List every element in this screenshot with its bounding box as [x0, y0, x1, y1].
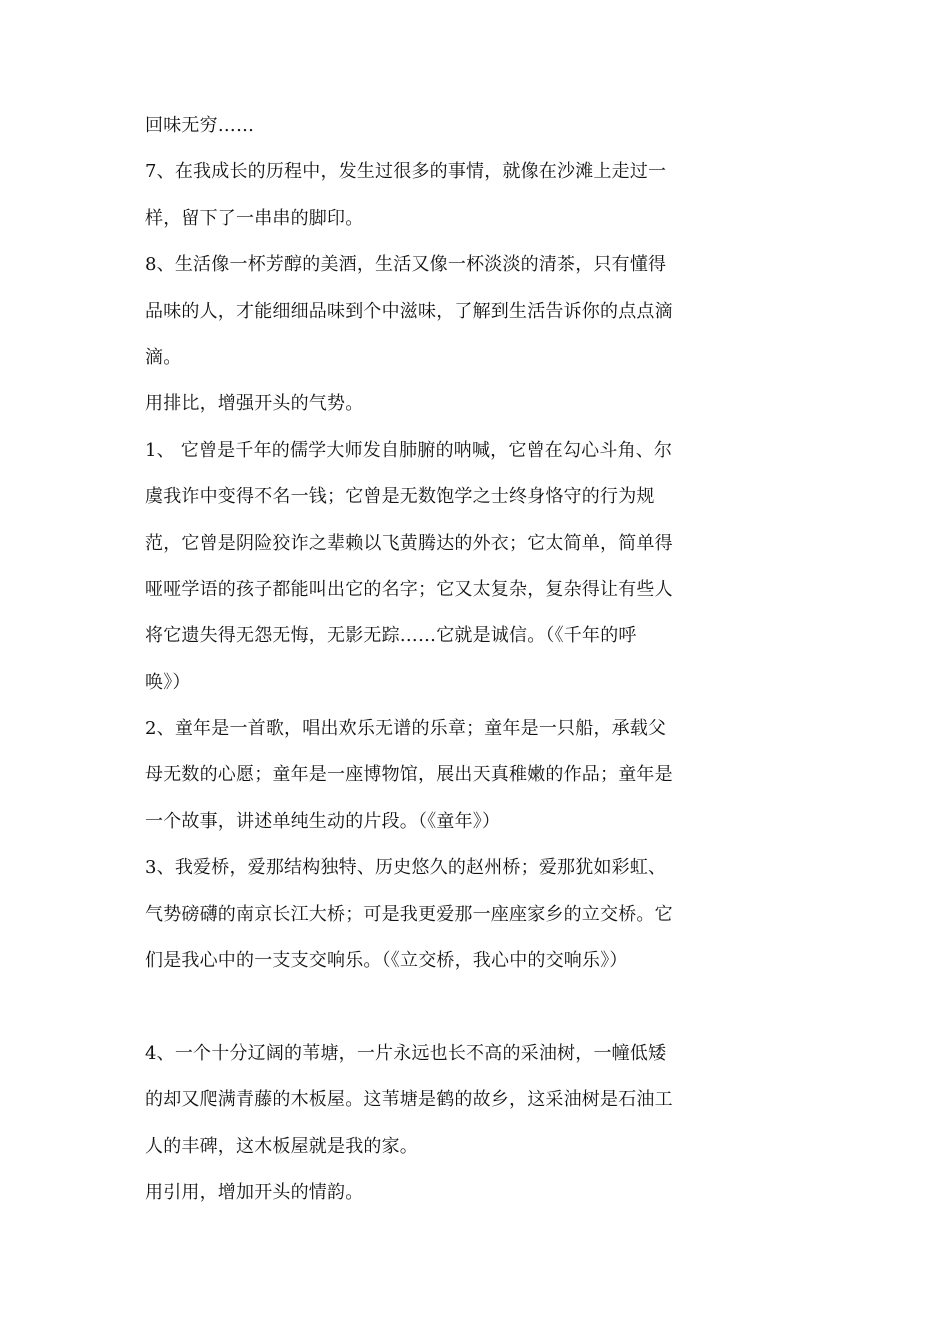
text-line: 用排比，增强开头的气势。	[145, 393, 364, 415]
text-line: 7、在我成长的历程中，发生过很多的事情，就像在沙滩上走过一	[145, 161, 667, 183]
text-line: 母无数的心愿；童年是一座博物馆，展出天真稚嫩的作品；童年是	[145, 764, 673, 786]
text-line: 虞我诈中变得不名一钱；它曾是无数饱学之士终身恪守的行为规	[145, 486, 655, 508]
text-line: 用引用，增加开头的情韵。	[145, 1181, 364, 1203]
text-line: 一个故事，讲述单纯生动的片段。（《童年》）	[145, 810, 501, 832]
text-line: 品味的人，才能细细品味到个中滋味，了解到生活告诉你的点点滴	[145, 300, 673, 322]
text-line: 们是我心中的一支支交响乐。（《立交桥，我心中的交响乐》）	[145, 950, 628, 972]
text-line: 3、我爱桥，爱那结构独特、历史悠久的赵州桥；爱那犹如彩虹、	[145, 857, 667, 879]
blank-line	[145, 993, 705, 1039]
text-line: 人的丰碑，这木板屋就是我的家。	[145, 1135, 418, 1157]
text-line: 范，它曾是阴险狡诈之辈赖以飞黄腾达的外衣；它太简单，简单得	[145, 532, 673, 554]
text-line: 1、 它曾是千年的儒学大师发自肺腑的呐喊，它曾在勾心斗角、尔	[145, 439, 673, 461]
text-line: 回味无穷……	[145, 115, 255, 136]
text-line: 将它遗失得无怨无悔，无影无踪……它就是诚信。（《千年的呼	[145, 625, 637, 647]
text-line: 唤》）	[145, 671, 191, 693]
text-line: 8、生活像一杯芳醇的美酒，生活又像一杯淡淡的清茶，只有懂得	[145, 254, 667, 276]
text-line: 哑哑学语的孩子都能叫出它的名字；它又太复杂，复杂得让有些人	[145, 578, 673, 600]
document-body	[145, 112, 705, 1225]
text-line: 样，留下了一串串的脚印。	[145, 207, 364, 229]
text-line: 的却又爬满青藤的木板屋。这苇塘是鹤的故乡，这采油树是石油工	[145, 1089, 673, 1111]
text-line: 气势磅礴的南京长江大桥；可是我更爱那一座座家乡的立交桥。它	[145, 903, 673, 925]
text-line: 4、一个十分辽阔的苇塘，一片永远也长不高的采油树，一幢低矮	[145, 1042, 667, 1064]
text-line: 2、童年是一首歌，唱出欢乐无谱的乐章；童年是一只船，承载父	[145, 718, 667, 740]
text-line: 滴。	[145, 346, 182, 368]
